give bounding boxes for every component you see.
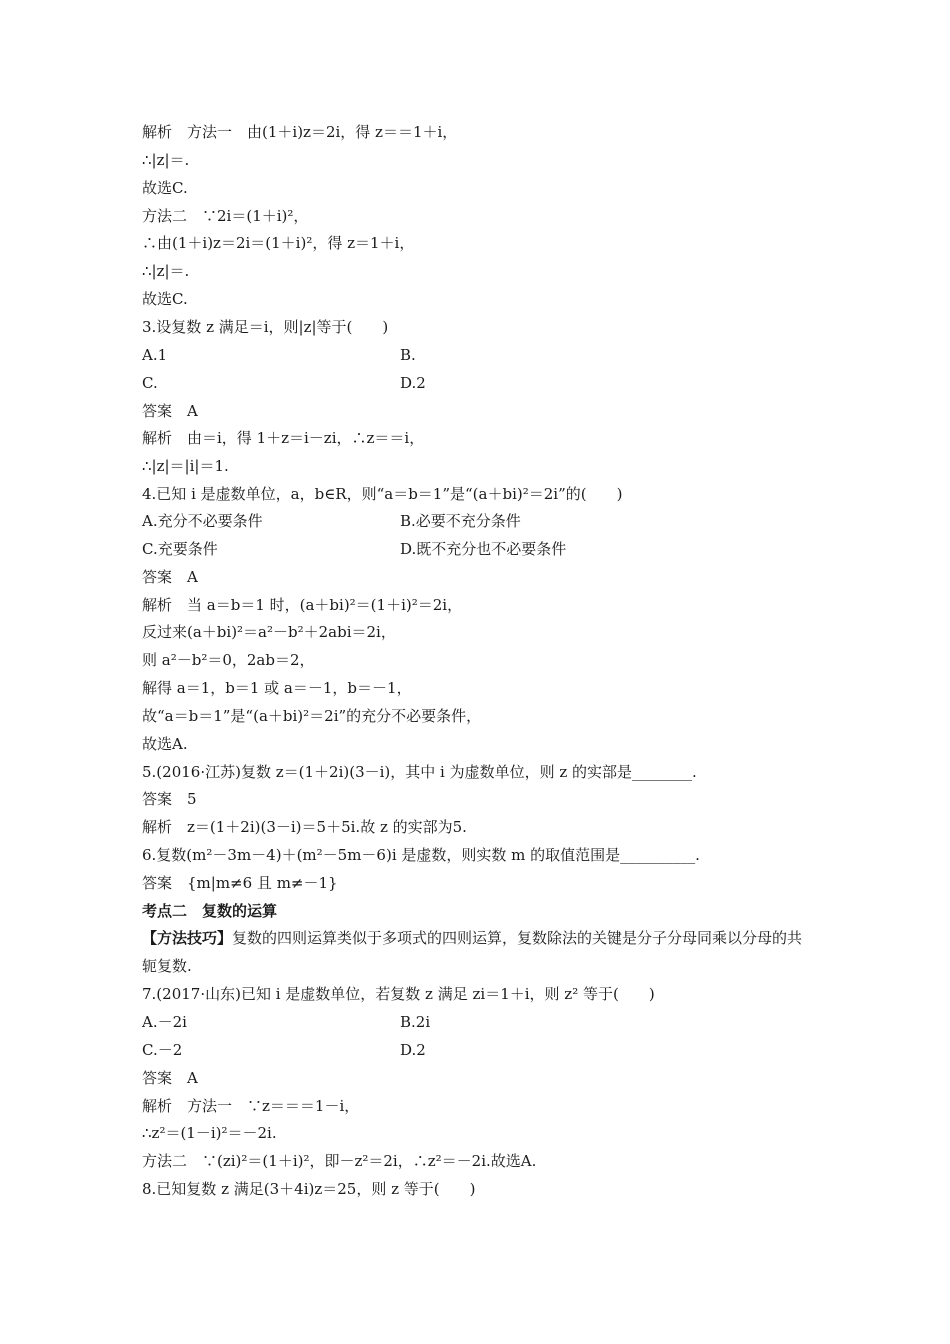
method-tip-text: 复数的四则运算类似于多项式的四则运算，复数除法的关键是分子分母同乘以分母的共轭复数. bbox=[142, 929, 803, 975]
question-6: 6.复数(m²－3m－4)＋(m²－5m－6)i 是虚数，则实数 m 的取值范围是__________. bbox=[142, 846, 700, 864]
option-b: B. bbox=[400, 346, 416, 364]
answer-line: 答案 A bbox=[142, 1069, 198, 1087]
option-c: C. bbox=[142, 374, 158, 392]
text-line: 故选A. bbox=[142, 735, 188, 753]
method-tip-tag: 【方法技巧】 bbox=[142, 929, 233, 947]
options-row bbox=[142, 511, 822, 531]
text-line: ∴由(1＋i)z＝2i＝(1＋i)²，得 z＝1＋i， bbox=[142, 234, 415, 252]
options-row bbox=[142, 1040, 822, 1060]
text-line: 故“a＝b＝1”是“(a＋bi)²＝2i”的充分不必要条件， bbox=[142, 707, 482, 725]
option-d: D.既不充分也不必要条件 bbox=[400, 540, 567, 558]
text-line: 方法二 ∵2i＝(1＋i)²， bbox=[142, 207, 309, 225]
answer-line: 答案 A bbox=[142, 402, 198, 420]
answer-line: 答案 5 bbox=[142, 790, 197, 808]
option-b: B.必要不充分条件 bbox=[400, 512, 521, 530]
option-d: D.2 bbox=[400, 1041, 426, 1059]
text-line: 解析 由＝i，得 1＋z＝i－zi，∴z＝＝i， bbox=[142, 429, 425, 447]
text-line: ∴|z|＝|i|＝1. bbox=[142, 457, 229, 475]
question-7: 7.(2017·山东)已知 i 是虚数单位，若复数 z 满足 zi＝1＋i，则 z² 等于( ) bbox=[142, 985, 655, 1003]
option-c: C.－2 bbox=[142, 1041, 183, 1059]
option-a: A.－2i bbox=[142, 1013, 187, 1031]
text-line: ∴z²＝(1－i)²＝－2i. bbox=[142, 1124, 277, 1142]
text-line: 则 a²－b²＝0，2ab＝2， bbox=[142, 651, 315, 669]
method-tip bbox=[142, 924, 814, 980]
answer-line: 答案 {m|m≠6 且 m≠－1} bbox=[142, 874, 338, 892]
option-a: A.1 bbox=[142, 346, 168, 364]
text-line: 解析 方法一 ∵z＝＝＝1－i， bbox=[142, 1097, 360, 1115]
text-line: 故选C. bbox=[142, 179, 188, 197]
question-4: 4.已知 i 是虚数单位，a，b∈R，则“a＝b＝1”是“(a＋bi)²＝2i”的( ) bbox=[142, 485, 623, 503]
options-row bbox=[142, 1012, 822, 1032]
question-5: 5.(2016·江苏)复数 z＝(1＋2i)(3－i)，其中 i 为虚数单位，则 z 的实部是________. bbox=[142, 763, 697, 781]
text-line: ∴|z|＝. bbox=[142, 262, 190, 280]
text-line: 解得 a＝1，b＝1 或 a＝－1，b＝－1， bbox=[142, 679, 412, 697]
option-a: A.充分不必要条件 bbox=[142, 512, 263, 530]
text-line: 方法二 ∵(zi)²＝(1＋i)²，即－z²＝2i，∴z²＝－2i.故选A. bbox=[142, 1152, 537, 1170]
question-8: 8.已知复数 z 满足(3＋4i)z＝25，则 z 等于( ) bbox=[142, 1180, 476, 1198]
options-row bbox=[142, 539, 822, 559]
question-3: 3.设复数 z 满足＝i，则|z|等于( ) bbox=[142, 318, 389, 336]
text-line: 解析 方法一 由(1＋i)z＝2i，得 z＝＝1＋i， bbox=[142, 123, 458, 141]
options-row bbox=[142, 373, 822, 393]
option-c: C.充要条件 bbox=[142, 540, 218, 558]
text-line: 解析 当 a＝b＝1 时，(a＋bi)²＝(1＋i)²＝2i， bbox=[142, 596, 463, 614]
text-line: 反过来(a＋bi)²＝a²－b²＋2abi＝2i， bbox=[142, 623, 396, 641]
option-b: B.2i bbox=[400, 1013, 431, 1031]
section-heading: 考点二 复数的运算 bbox=[142, 902, 278, 920]
text-line: 故选C. bbox=[142, 290, 188, 308]
option-d: D.2 bbox=[400, 374, 426, 392]
options-row bbox=[142, 345, 822, 365]
text-line: 解析 z＝(1＋2i)(3－i)＝5＋5i.故 z 的实部为5. bbox=[142, 818, 467, 836]
text-line: ∴|z|＝. bbox=[142, 151, 190, 169]
answer-line: 答案 A bbox=[142, 568, 198, 586]
